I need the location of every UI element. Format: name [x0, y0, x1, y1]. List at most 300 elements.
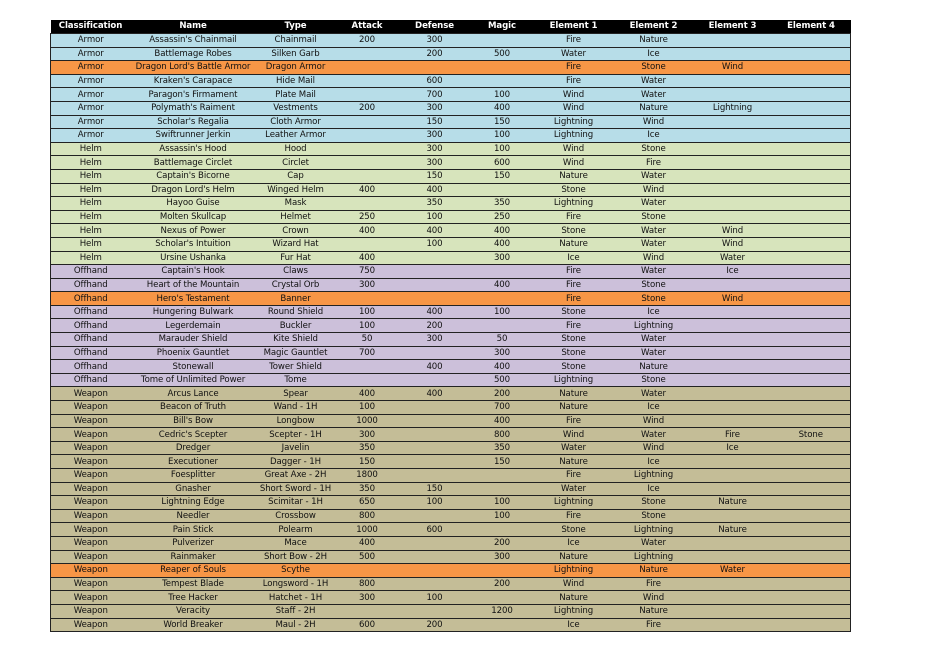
name-cell: Dredger [131, 441, 256, 455]
name-cell: Dragon Lord's Battle Armor [131, 61, 256, 75]
element-1-cell: Lightning [534, 564, 614, 578]
element-2-cell: Nature [614, 564, 694, 578]
element-3-cell [694, 414, 772, 428]
classification-cell: Helm [51, 251, 131, 265]
element-2-cell: Lightning [614, 469, 694, 483]
table-row [51, 115, 851, 129]
type-cell: Winged Helm [256, 183, 336, 197]
magic-cell [471, 469, 534, 483]
element-3-cell [694, 604, 772, 618]
classification-cell: Armor [51, 101, 131, 115]
element-3-cell [694, 169, 772, 183]
type-cell: Leather Armor [256, 129, 336, 143]
column-header-attack: Attack [336, 20, 399, 34]
element-3-cell [694, 577, 772, 591]
element-1-cell: Nature [534, 387, 614, 401]
table-row [51, 47, 851, 61]
name-cell: Swiftrunner Jerkin [131, 129, 256, 143]
magic-cell: 500 [471, 47, 534, 61]
magic-cell: 100 [471, 129, 534, 143]
table-row [51, 251, 851, 265]
type-cell: Hatchet - 1H [256, 591, 336, 605]
table-row [51, 496, 851, 510]
defense-cell [399, 455, 471, 469]
table-row [51, 523, 851, 537]
table-row [51, 34, 851, 48]
magic-cell: 150 [471, 455, 534, 469]
element-4-cell [772, 550, 851, 564]
type-cell: Vestments [256, 101, 336, 115]
magic-cell [471, 591, 534, 605]
element-2-cell: Nature [614, 604, 694, 618]
element-1-cell: Stone [534, 224, 614, 238]
magic-cell [471, 61, 534, 75]
element-4-cell [772, 88, 851, 102]
magic-cell: 400 [471, 414, 534, 428]
attack-cell [336, 156, 399, 170]
type-cell: Magic Gauntlet [256, 346, 336, 360]
element-2-cell: Ice [614, 129, 694, 143]
element-2-cell: Nature [614, 360, 694, 374]
element-3-cell [694, 550, 772, 564]
type-cell: Fur Hat [256, 251, 336, 265]
element-1-cell: Nature [534, 550, 614, 564]
classification-cell: Weapon [51, 536, 131, 550]
classification-cell: Weapon [51, 428, 131, 442]
column-header-name: Name [131, 20, 256, 34]
name-cell: Captain's Hook [131, 265, 256, 279]
element-3-cell [694, 536, 772, 550]
defense-cell [399, 292, 471, 306]
table-row [51, 319, 851, 333]
defense-cell: 300 [399, 142, 471, 156]
defense-cell: 300 [399, 101, 471, 115]
classification-cell: Helm [51, 197, 131, 211]
classification-cell: Weapon [51, 604, 131, 618]
table-row [51, 360, 851, 374]
classification-cell: Helm [51, 183, 131, 197]
element-4-cell [772, 197, 851, 211]
name-cell: Paragon's Firmament [131, 88, 256, 102]
magic-cell: 300 [471, 550, 534, 564]
element-2-cell: Water [614, 265, 694, 279]
attack-cell: 300 [336, 591, 399, 605]
classification-cell: Weapon [51, 523, 131, 537]
element-1-cell: Fire [534, 509, 614, 523]
element-4-cell [772, 441, 851, 455]
classification-cell: Weapon [51, 455, 131, 469]
table-row [51, 373, 851, 387]
element-1-cell: Nature [534, 237, 614, 251]
attack-cell [336, 74, 399, 88]
element-2-cell: Water [614, 88, 694, 102]
defense-cell [399, 441, 471, 455]
table-row [51, 591, 851, 605]
element-3-cell [694, 469, 772, 483]
defense-cell [399, 604, 471, 618]
name-cell: Veracity [131, 604, 256, 618]
attack-cell [336, 564, 399, 578]
magic-cell: 500 [471, 373, 534, 387]
element-4-cell [772, 129, 851, 143]
attack-cell: 100 [336, 319, 399, 333]
element-1-cell: Nature [534, 169, 614, 183]
type-cell: Round Shield [256, 305, 336, 319]
element-3-cell [694, 618, 772, 632]
element-1-cell: Nature [534, 591, 614, 605]
table-row [51, 441, 851, 455]
table-row [51, 536, 851, 550]
magic-cell: 400 [471, 278, 534, 292]
magic-cell: 100 [471, 496, 534, 510]
element-1-cell: Fire [534, 278, 614, 292]
type-cell: Tower Shield [256, 360, 336, 374]
attack-cell: 100 [336, 305, 399, 319]
attack-cell [336, 115, 399, 129]
element-1-cell: Wind [534, 101, 614, 115]
element-4-cell [772, 115, 851, 129]
name-cell: Beacon of Truth [131, 401, 256, 415]
table-row [51, 333, 851, 347]
element-4-cell [772, 523, 851, 537]
table-row [51, 278, 851, 292]
element-2-cell: Stone [614, 509, 694, 523]
type-cell: Wizard Hat [256, 237, 336, 251]
element-2-cell: Nature [614, 101, 694, 115]
defense-cell: 700 [399, 88, 471, 102]
element-1-cell: Fire [534, 319, 614, 333]
defense-cell: 150 [399, 115, 471, 129]
table-row [51, 237, 851, 251]
element-1-cell: Fire [534, 265, 614, 279]
type-cell: Crossbow [256, 509, 336, 523]
element-1-cell: Stone [534, 333, 614, 347]
table-row [51, 224, 851, 238]
attack-cell: 200 [336, 101, 399, 115]
element-2-cell: Water [614, 224, 694, 238]
type-cell: Javelin [256, 441, 336, 455]
element-3-cell [694, 156, 772, 170]
defense-cell: 300 [399, 129, 471, 143]
type-cell: Polearm [256, 523, 336, 537]
item-table [50, 20, 851, 632]
name-cell: Rainmaker [131, 550, 256, 564]
table-header [51, 20, 851, 34]
magic-cell [471, 292, 534, 306]
element-3-cell [694, 387, 772, 401]
element-4-cell [772, 61, 851, 75]
element-1-cell: Stone [534, 183, 614, 197]
name-cell: Pain Stick [131, 523, 256, 537]
column-header-element-2: Element 2 [614, 20, 694, 34]
defense-cell: 300 [399, 333, 471, 347]
element-1-cell: Fire [534, 34, 614, 48]
table-row [51, 387, 851, 401]
defense-cell [399, 577, 471, 591]
defense-cell: 200 [399, 47, 471, 61]
name-cell: Kraken's Carapace [131, 74, 256, 88]
name-cell: Cedric's Scepter [131, 428, 256, 442]
element-3-cell [694, 455, 772, 469]
element-4-cell [772, 169, 851, 183]
element-2-cell: Stone [614, 496, 694, 510]
magic-cell: 100 [471, 305, 534, 319]
table-row [51, 564, 851, 578]
element-4-cell [772, 618, 851, 632]
element-4-cell [772, 591, 851, 605]
element-4-cell [772, 482, 851, 496]
type-cell: Mace [256, 536, 336, 550]
name-cell: Hero's Testament [131, 292, 256, 306]
element-2-cell: Fire [614, 618, 694, 632]
magic-cell: 300 [471, 251, 534, 265]
element-2-cell: Wind [614, 441, 694, 455]
magic-cell: 400 [471, 101, 534, 115]
name-cell: Foesplitter [131, 469, 256, 483]
attack-cell: 650 [336, 496, 399, 510]
type-cell: Short Bow - 2H [256, 550, 336, 564]
element-4-cell [772, 292, 851, 306]
attack-cell [336, 237, 399, 251]
attack-cell: 350 [336, 441, 399, 455]
classification-cell: Weapon [51, 414, 131, 428]
name-cell: Legerdemain [131, 319, 256, 333]
type-cell: Silken Garb [256, 47, 336, 61]
magic-cell [471, 564, 534, 578]
table-row [51, 101, 851, 115]
attack-cell: 400 [336, 224, 399, 238]
name-cell: Gnasher [131, 482, 256, 496]
element-2-cell: Water [614, 74, 694, 88]
attack-cell [336, 292, 399, 306]
element-3-cell [694, 591, 772, 605]
table-row [51, 414, 851, 428]
table-row [51, 305, 851, 319]
classification-cell: Offhand [51, 319, 131, 333]
classification-cell: Offhand [51, 333, 131, 347]
classification-cell: Armor [51, 34, 131, 48]
element-2-cell: Ice [614, 455, 694, 469]
name-cell: World Breaker [131, 618, 256, 632]
defense-cell [399, 550, 471, 564]
element-2-cell: Ice [614, 47, 694, 61]
defense-cell: 400 [399, 360, 471, 374]
element-3-cell: Wind [694, 237, 772, 251]
defense-cell [399, 414, 471, 428]
attack-cell: 150 [336, 455, 399, 469]
element-3-cell: Water [694, 564, 772, 578]
type-cell: Dragon Armor [256, 61, 336, 75]
type-cell: Cap [256, 169, 336, 183]
element-4-cell [772, 305, 851, 319]
name-cell: Assassin's Chainmail [131, 34, 256, 48]
magic-cell [471, 482, 534, 496]
column-header-element-1: Element 1 [534, 20, 614, 34]
magic-cell: 400 [471, 224, 534, 238]
element-2-cell: Lightning [614, 523, 694, 537]
name-cell: Needler [131, 509, 256, 523]
magic-cell [471, 265, 534, 279]
element-2-cell: Wind [614, 591, 694, 605]
element-1-cell: Lightning [534, 373, 614, 387]
defense-cell: 300 [399, 156, 471, 170]
element-4-cell [772, 346, 851, 360]
table-row [51, 428, 851, 442]
element-4-cell [772, 183, 851, 197]
element-4-cell [772, 360, 851, 374]
classification-cell: Weapon [51, 550, 131, 564]
element-4-cell [772, 509, 851, 523]
attack-cell [336, 169, 399, 183]
element-4-cell [772, 333, 851, 347]
attack-cell: 700 [336, 346, 399, 360]
element-4-cell [772, 101, 851, 115]
type-cell: Longbow [256, 414, 336, 428]
magic-cell: 200 [471, 387, 534, 401]
classification-cell: Offhand [51, 292, 131, 306]
element-3-cell [694, 88, 772, 102]
column-header-element-3: Element 3 [694, 20, 772, 34]
defense-cell [399, 61, 471, 75]
element-4-cell [772, 455, 851, 469]
classification-cell: Weapon [51, 564, 131, 578]
table-row [51, 550, 851, 564]
element-2-cell: Water [614, 346, 694, 360]
name-cell: Tome of Unlimited Power [131, 373, 256, 387]
attack-cell: 1000 [336, 414, 399, 428]
table-row [51, 156, 851, 170]
element-1-cell: Lightning [534, 197, 614, 211]
element-2-cell: Stone [614, 210, 694, 224]
classification-cell: Armor [51, 74, 131, 88]
classification-cell: Offhand [51, 305, 131, 319]
element-4-cell [772, 224, 851, 238]
name-cell: Ursine Ushanka [131, 251, 256, 265]
defense-cell [399, 278, 471, 292]
attack-cell: 300 [336, 428, 399, 442]
element-1-cell: Water [534, 47, 614, 61]
element-2-cell: Water [614, 237, 694, 251]
attack-cell: 400 [336, 387, 399, 401]
magic-cell [471, 523, 534, 537]
name-cell: Tempest Blade [131, 577, 256, 591]
magic-cell: 400 [471, 237, 534, 251]
attack-cell [336, 61, 399, 75]
element-2-cell: Fire [614, 577, 694, 591]
element-3-cell [694, 47, 772, 61]
element-3-cell: Ice [694, 265, 772, 279]
attack-cell [336, 129, 399, 143]
classification-cell: Armor [51, 47, 131, 61]
type-cell: Banner [256, 292, 336, 306]
table-row [51, 618, 851, 632]
classification-cell: Weapon [51, 469, 131, 483]
magic-cell: 100 [471, 88, 534, 102]
type-cell: Short Sword - 1H [256, 482, 336, 496]
table-row [51, 604, 851, 618]
magic-cell: 1200 [471, 604, 534, 618]
name-cell: Pulverizer [131, 536, 256, 550]
type-cell: Staff - 2H [256, 604, 336, 618]
type-cell: Maul - 2H [256, 618, 336, 632]
element-1-cell: Fire [534, 74, 614, 88]
element-3-cell [694, 278, 772, 292]
element-1-cell: Lightning [534, 115, 614, 129]
element-4-cell [772, 74, 851, 88]
element-1-cell: Water [534, 482, 614, 496]
classification-cell: Offhand [51, 373, 131, 387]
header-row [51, 20, 851, 34]
type-cell: Helmet [256, 210, 336, 224]
name-cell: Nexus of Power [131, 224, 256, 238]
classification-cell: Helm [51, 237, 131, 251]
element-1-cell: Wind [534, 156, 614, 170]
magic-cell: 350 [471, 197, 534, 211]
classification-cell: Weapon [51, 509, 131, 523]
attack-cell: 400 [336, 251, 399, 265]
classification-cell: Weapon [51, 496, 131, 510]
magic-cell: 100 [471, 509, 534, 523]
element-4-cell [772, 34, 851, 48]
element-4-cell [772, 387, 851, 401]
attack-cell: 250 [336, 210, 399, 224]
defense-cell: 300 [399, 34, 471, 48]
attack-cell: 400 [336, 536, 399, 550]
name-cell: Heart of the Mountain [131, 278, 256, 292]
element-3-cell [694, 373, 772, 387]
magic-cell: 50 [471, 333, 534, 347]
type-cell: Chainmail [256, 34, 336, 48]
element-2-cell: Fire [614, 156, 694, 170]
type-cell: Scythe [256, 564, 336, 578]
element-1-cell: Water [534, 441, 614, 455]
magic-cell: 100 [471, 142, 534, 156]
element-3-cell [694, 482, 772, 496]
table-body [51, 34, 851, 632]
element-4-cell [772, 237, 851, 251]
element-1-cell: Fire [534, 61, 614, 75]
element-2-cell: Nature [614, 34, 694, 48]
attack-cell: 800 [336, 509, 399, 523]
magic-cell: 300 [471, 346, 534, 360]
element-1-cell: Fire [534, 469, 614, 483]
element-2-cell: Water [614, 197, 694, 211]
element-2-cell: Ice [614, 482, 694, 496]
defense-cell: 150 [399, 169, 471, 183]
table-row [51, 265, 851, 279]
type-cell: Great Axe - 2H [256, 469, 336, 483]
element-2-cell: Lightning [614, 319, 694, 333]
name-cell: Dragon Lord's Helm [131, 183, 256, 197]
defense-cell: 600 [399, 523, 471, 537]
name-cell: Reaper of Souls [131, 564, 256, 578]
defense-cell: 600 [399, 74, 471, 88]
element-1-cell: Lightning [534, 604, 614, 618]
element-3-cell [694, 509, 772, 523]
type-cell: Kite Shield [256, 333, 336, 347]
element-3-cell [694, 319, 772, 333]
attack-cell [336, 197, 399, 211]
classification-cell: Offhand [51, 360, 131, 374]
attack-cell: 1800 [336, 469, 399, 483]
table-row [51, 210, 851, 224]
element-1-cell: Ice [534, 251, 614, 265]
defense-cell: 400 [399, 387, 471, 401]
classification-cell: Armor [51, 115, 131, 129]
element-4-cell [772, 496, 851, 510]
type-cell: Scimitar - 1H [256, 496, 336, 510]
classification-cell: Weapon [51, 387, 131, 401]
